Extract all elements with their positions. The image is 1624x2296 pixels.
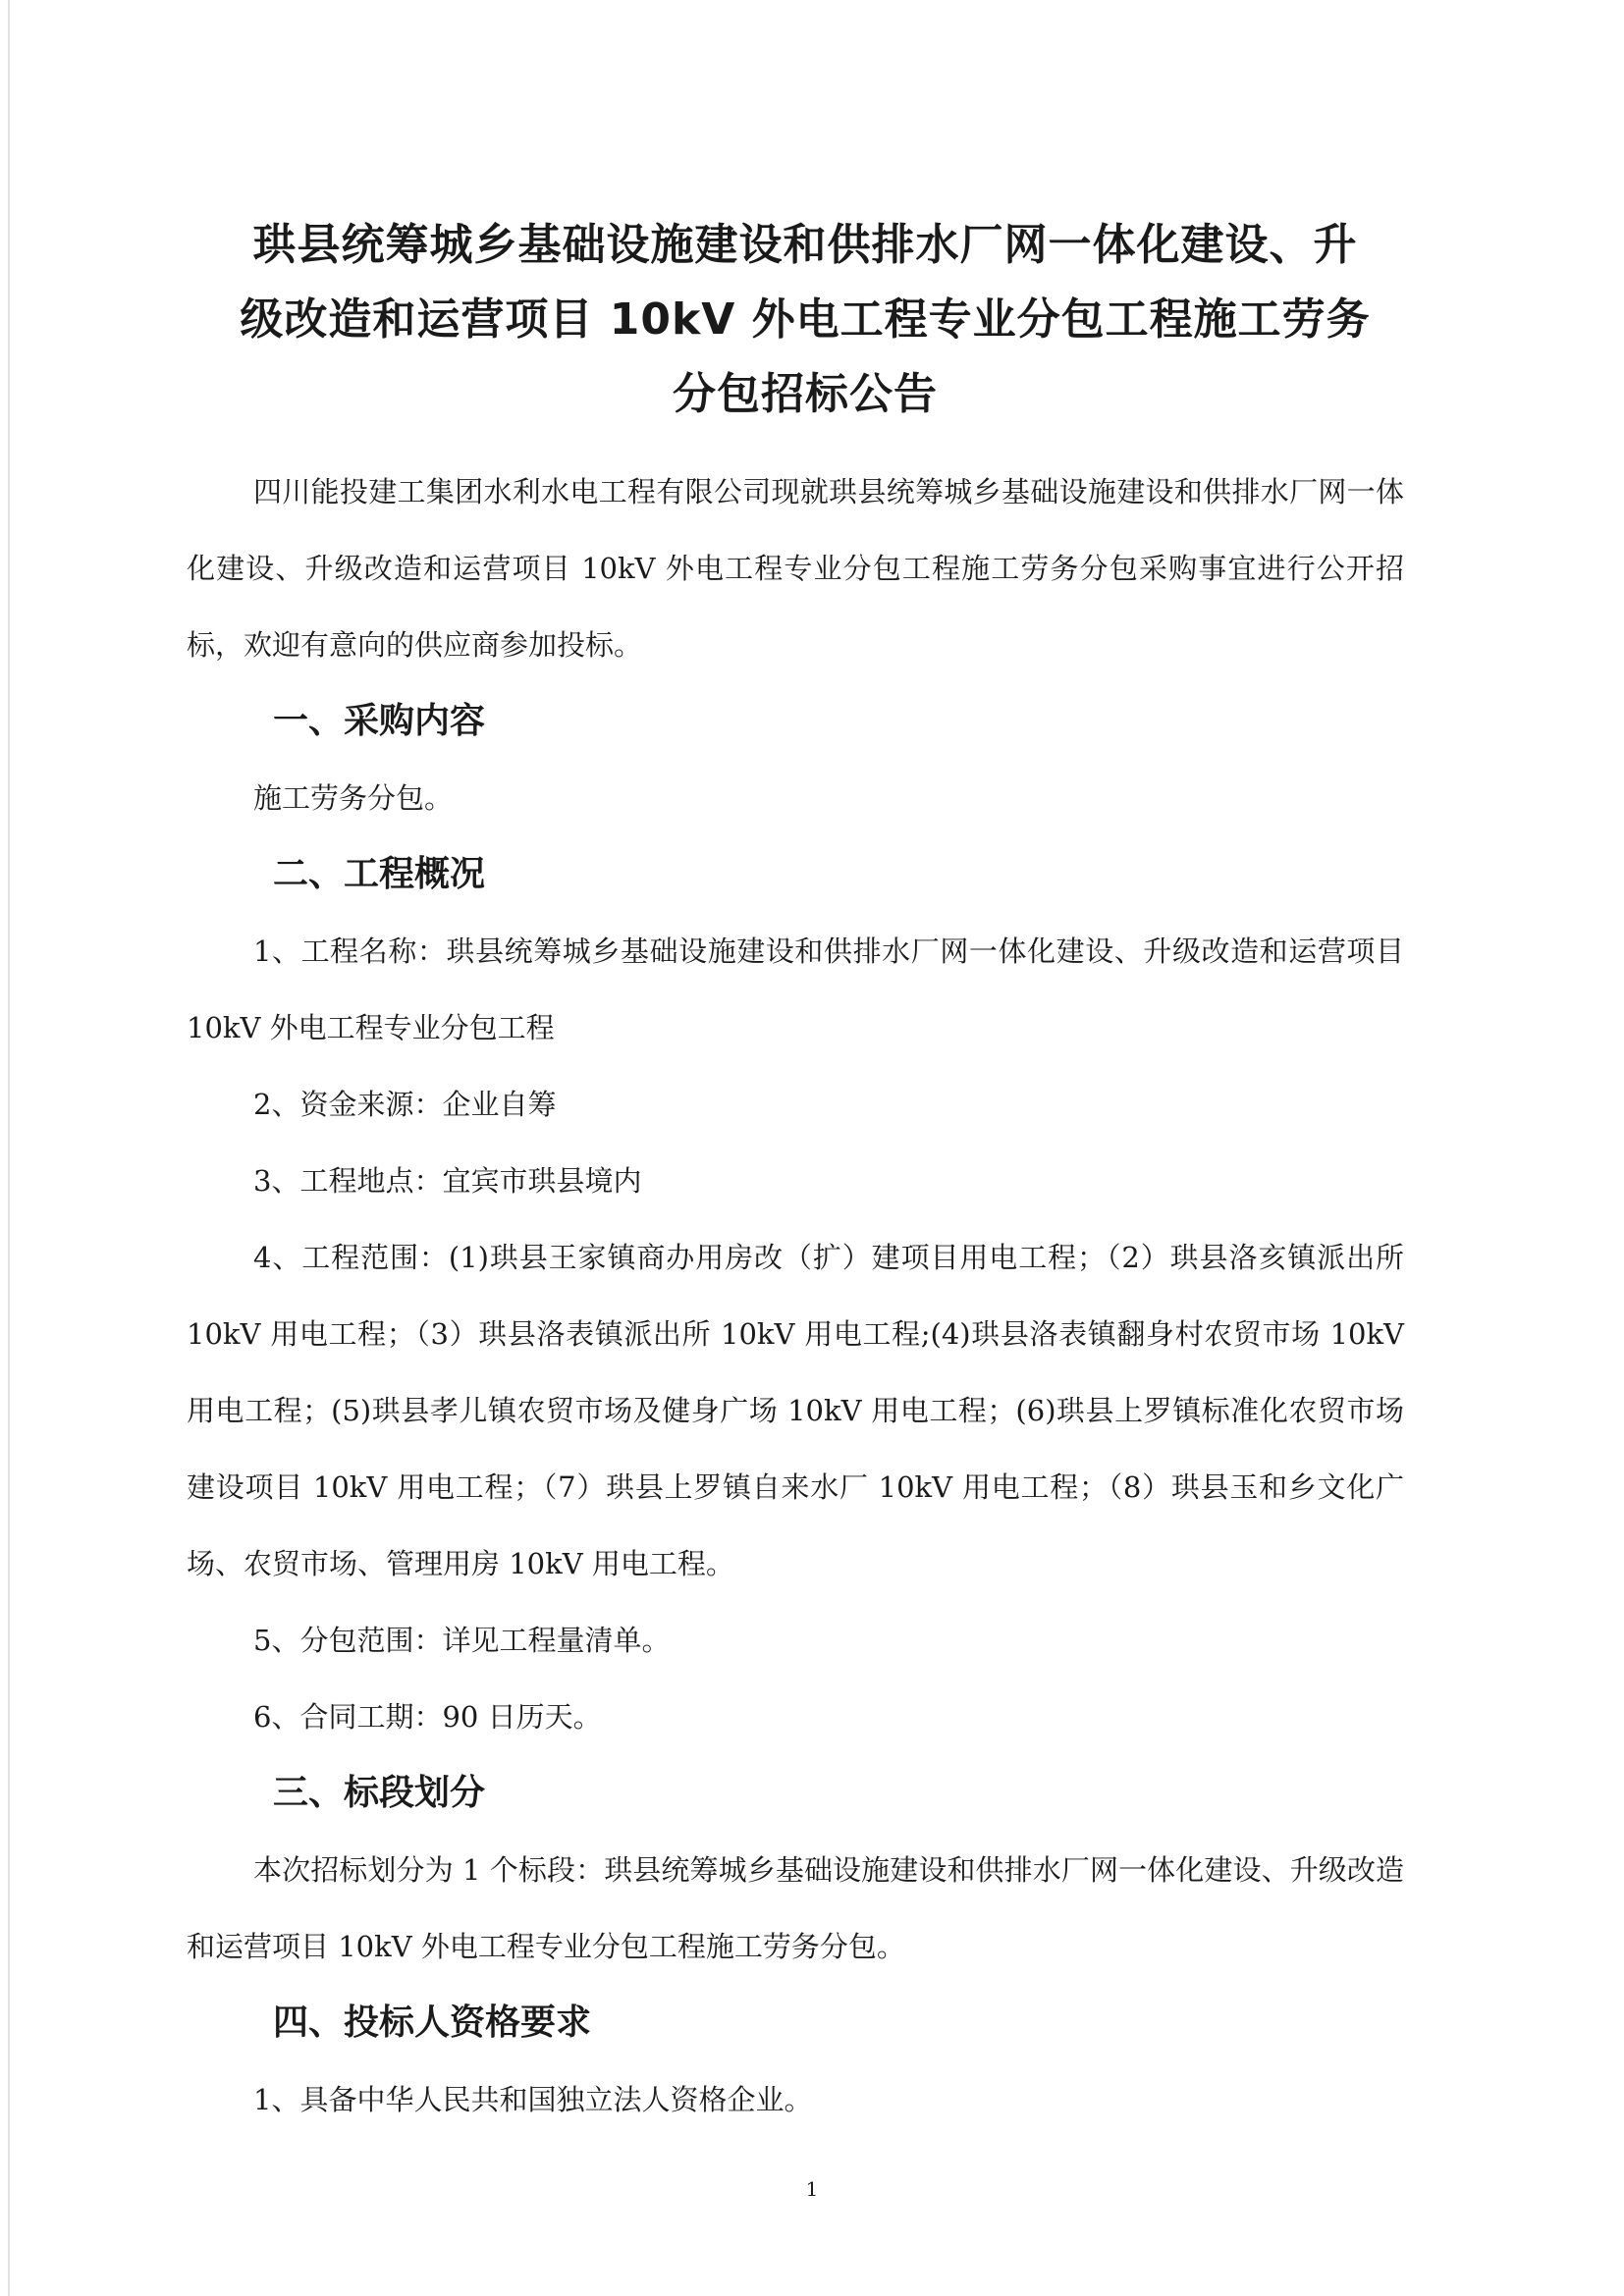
scan-edge-line xyxy=(8,0,10,2296)
page-number: 1 xyxy=(805,2177,819,2201)
overview-item-subcontract-scope: 5、分包范围：详见工程量清单。 xyxy=(253,1624,671,1657)
section-heading-overview: 二、工程概况 xyxy=(273,854,486,894)
section-heading-procurement: 一、采购内容 xyxy=(273,701,486,741)
intro-paragraph: 四川能投建工集团水利水电工程有限公司现就珙县统筹城乡基础设施建设和供排水厂网一体化建设、升级改造和运营项目 10kV 外电工程专业分包工程施工劳务分包采购事宜进行公开招标，欢迎有意向的供应商参加投标。 xyxy=(187,475,1404,662)
title-line-1: 珙县统筹城乡基础设施建设和供排水厂网一体化建设、升 xyxy=(252,220,1358,270)
overview-item-location: 3、工程地点：宜宾市珙县境内 xyxy=(253,1164,642,1198)
section-heading-qualifications: 四、投标人资格要求 xyxy=(273,2002,592,2043)
overview-item-duration: 6、合同工期：90 日历天。 xyxy=(253,1700,602,1734)
overview-item-scope: 4、工程范围：(1)珙县王家镇商办用房改（扩）建项目用电工程；（2）珙县洛亥镇派出所 10kV 用电工程；（3）珙县洛表镇派出所 10kV 用电工程;(4)珙县洛表镇翻身村农贸市场 10kV 用电工程；(5)珙县孝儿镇农贸市场及健身广场 10kV 用电工程；(6)珙县上罗镇标准化农贸市场建设项目 10kV 用电工程；（7）珙县上罗镇自来水厂 10kV 用电工程；（8）珙县玉和乡文化广场、农贸市场、管理用房 10kV 用电工程。 xyxy=(187,1241,1404,1580)
lots-paragraph: 本次招标划分为 1 个标段：珙县统筹城乡基础设施建设和供排水厂网一体化建设、升级改造和运营项目 10kV 外电工程专业分包工程施工劳务分包。 xyxy=(187,1853,1404,1963)
overview-item-name: 1、工程名称：珙县统筹城乡基础设施建设和供排水厂网一体化建设、升级改造和运营项目 10kV 外电工程专业分包工程 xyxy=(187,934,1404,1044)
document-title xyxy=(187,208,1424,432)
title-line-3: 分包招标公告 xyxy=(673,369,938,419)
overview-item-funding: 2、资金来源：企业自筹 xyxy=(253,1088,557,1121)
qualification-item-1: 1、具备中华人民共和国独立法人资格企业。 xyxy=(253,2083,813,2116)
title-line-2: 级改造和运营项目 10kV 外电工程专业分包工程施工劳务 xyxy=(240,294,1371,345)
procurement-content: 施工劳务分包。 xyxy=(253,781,454,815)
document-body xyxy=(187,454,1404,2138)
section-heading-lots: 三、标段划分 xyxy=(273,1773,486,1813)
